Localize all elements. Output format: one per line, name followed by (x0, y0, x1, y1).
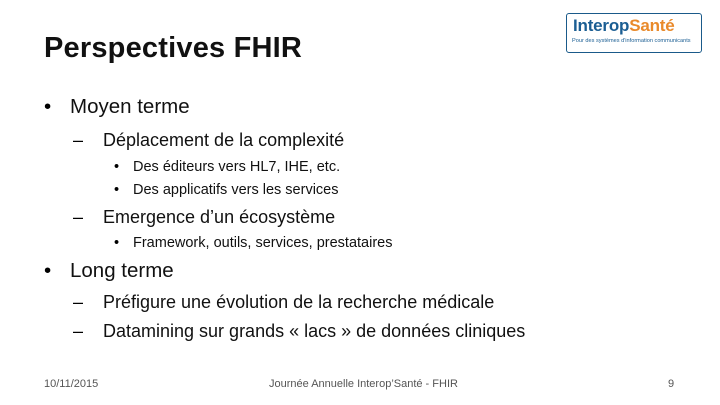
sub-bullet-text: Préfigure une évolution de la recherche médicale (103, 292, 495, 312)
sub-sub-bullet-text: Des applicatifs vers les services (133, 182, 339, 198)
logo-brand-sante: Santé (629, 16, 675, 35)
sub-sub-bullet-marker: • (114, 235, 120, 251)
sub-bullet-text: Datamining sur grands « lacs » de données cliniques (103, 321, 526, 341)
sub-bullet-text: Déplacement de la complexité (103, 130, 345, 150)
bullet-marker: • (44, 259, 52, 282)
sub-sub-bullet-marker: • (114, 159, 120, 175)
logo-wordmark (573, 16, 675, 36)
sub-bullet-marker: – (73, 292, 84, 312)
interop-sante-logo (566, 13, 702, 53)
slide-title: Perspectives FHIR (44, 32, 303, 64)
bullet-marker: • (44, 95, 52, 118)
sub-bullet-marker: – (73, 207, 84, 227)
bullet-text: Moyen terme (70, 95, 190, 118)
sub-sub-bullet-marker: • (114, 182, 120, 198)
sub-sub-bullet-text: Framework, outils, services, prestataires (133, 235, 393, 251)
logo-tagline: Pour des systèmes d'information communicants (572, 38, 691, 44)
page-number: 9 (668, 378, 675, 390)
footer-date: 10/11/2015 (44, 378, 99, 390)
sub-bullet-marker: – (73, 321, 84, 341)
bullet-text: Long terme (70, 259, 174, 282)
sub-sub-bullet-text: Des éditeurs vers HL7, IHE, etc. (133, 159, 341, 175)
footer-title: Journée Annuelle Interop’Santé - FHIR (269, 378, 458, 390)
sub-bullet-text: Emergence d’un écosystème (103, 207, 336, 227)
sub-bullet-marker: – (73, 130, 84, 150)
logo-brand-interop: Interop (573, 16, 630, 35)
